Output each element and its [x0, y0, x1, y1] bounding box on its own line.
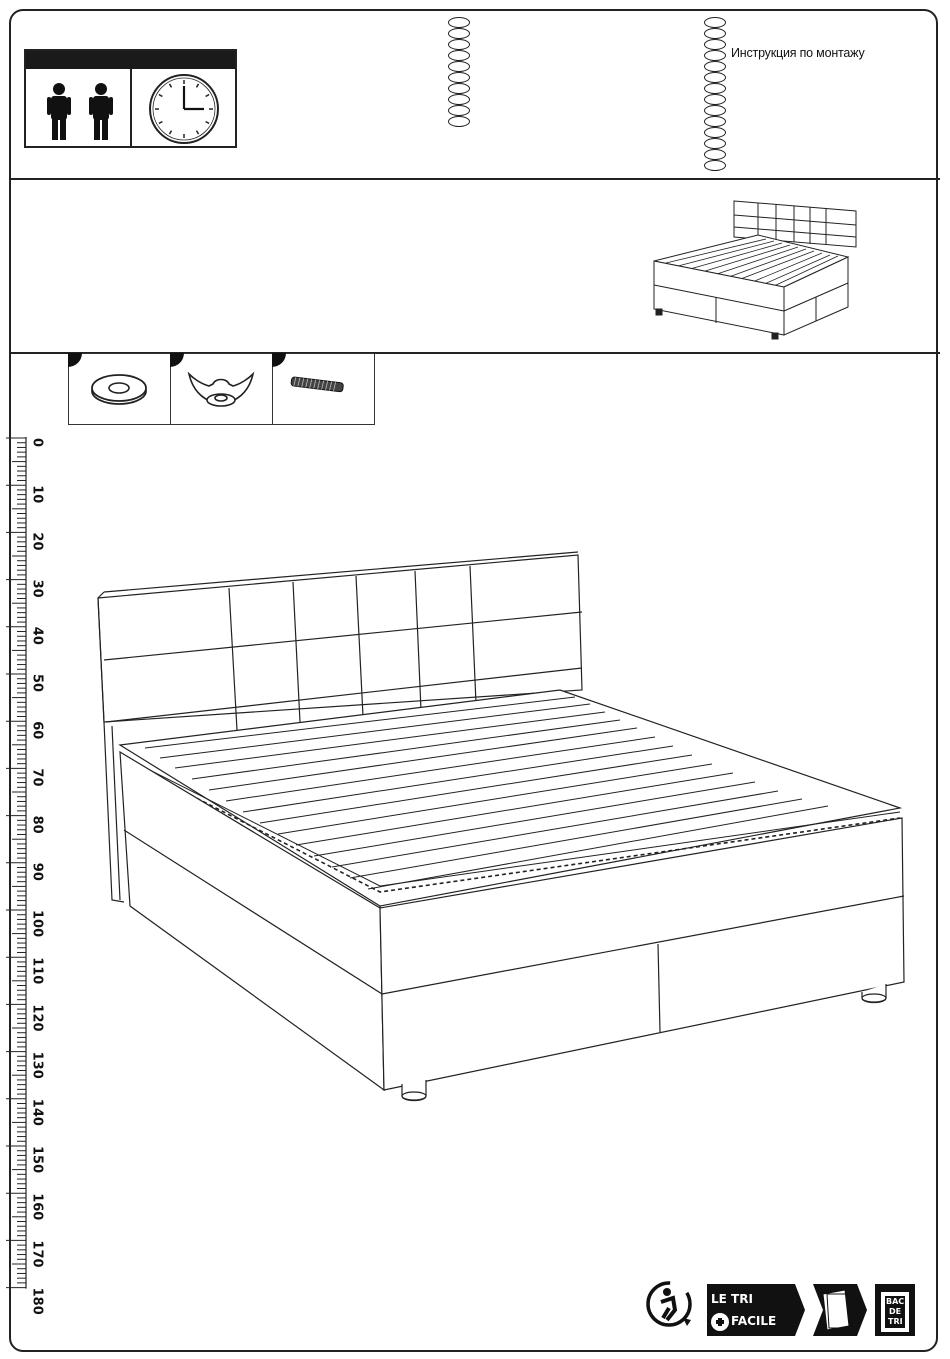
part-washer	[69, 354, 171, 424]
washer-icon	[69, 354, 171, 424]
requirements-header-bar	[26, 51, 235, 69]
ruler-label: 170	[29, 1240, 45, 1268]
part-wing-nut	[171, 354, 273, 424]
two-persons-icon	[26, 69, 130, 148]
ruler-label: 160	[29, 1193, 45, 1221]
recycling-logos	[645, 1280, 930, 1340]
header-divider	[9, 178, 940, 180]
facile-label: FACILE	[731, 1314, 777, 1328]
ruler-label: 100	[29, 910, 45, 938]
le-tri-label: LE TRI	[711, 1292, 753, 1306]
parts-row	[68, 353, 375, 425]
bin-label-2: DE	[889, 1307, 902, 1316]
ruler-label: 140	[29, 1098, 45, 1126]
ruler-label: 110	[29, 957, 45, 985]
ruler-label: 150	[29, 1146, 45, 1174]
clock-icon	[132, 69, 237, 148]
measuring-ruler	[0, 437, 60, 1315]
instruction-title: Инструкция по монтажу	[731, 46, 865, 60]
oval-column-right	[704, 17, 728, 171]
ruler-label: 10	[29, 485, 45, 504]
threaded-rod-icon	[273, 354, 375, 424]
ruler-label: 30	[29, 579, 45, 598]
recycle-person-icon	[648, 1283, 691, 1326]
ruler-label: 20	[29, 532, 45, 551]
ruler-label: 60	[29, 721, 45, 740]
ruler-label: 180	[29, 1287, 45, 1315]
ruler-label: 130	[29, 1051, 45, 1079]
wing-nut-icon	[171, 354, 273, 424]
bin-label-3: TRI	[888, 1317, 903, 1326]
ruler-label: 50	[29, 674, 45, 693]
ruler-label: 0	[29, 438, 45, 448]
bed-preview-icon	[648, 195, 868, 345]
ruler-label: 40	[29, 626, 45, 645]
ruler-label: 70	[29, 768, 45, 787]
ruler-label: 120	[29, 1004, 45, 1032]
requirements-box	[24, 49, 237, 148]
ruler-label: 90	[29, 862, 45, 881]
ruler-label: 80	[29, 815, 45, 834]
bin-label-1: BAC	[886, 1297, 905, 1306]
part-threaded-rod	[273, 354, 374, 424]
oval-column-left	[448, 17, 472, 127]
